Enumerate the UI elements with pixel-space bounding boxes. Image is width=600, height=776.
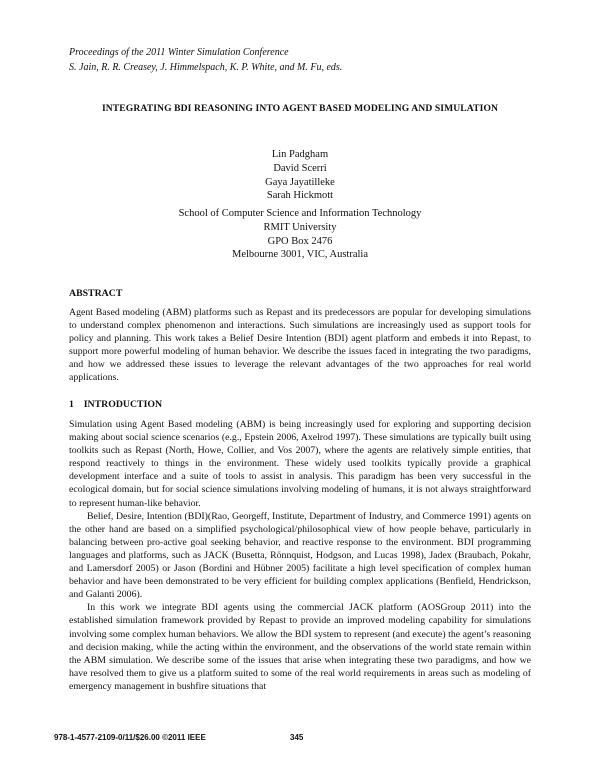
affiliation-line: RMIT University [263, 221, 337, 233]
author: Sarah Hickmott [266, 190, 334, 202]
affiliation-line: GPO Box 2476 [267, 235, 333, 247]
abstract-body [69, 306, 531, 385]
intro-paragraph-2: Belief, Desire, Intention (BDI)(Rao, Georgeff, Institute, Department of Industry, and Commerce 1991) agents on the other hand are based on a simplified psychological/philosophical view of how people behave, particularly in balancing between pro-active goal seeking behavior, and reactive response to the environment. BDI programming languages and platforms, such as JACK (Busetta, Rönnquist, Hodgson, and Lucas 1998), Jadex (Braubach, Pokahr, and Lamersdorf 2005) or Jason (Bordini and Hübner 2005) facilitate a high level specification of complex human behavior and have been demonstrated to be very efficient for building complex applications (Benfield, Hendrickson, and Galanti 2006). [69, 510, 531, 601]
affiliation-line: School of Computer Science and Information Technology [178, 208, 422, 219]
introduction-body [69, 418, 531, 693]
introduction-heading: 1 INTRODUCTION [69, 399, 163, 410]
proceedings-editors: S. Jain, R. R. Creasey, J. Himmelspach, K. P. White, and M. Fu, eds. [69, 62, 343, 73]
affiliation-line: Melbourne 3001, VIC, Australia [232, 249, 368, 261]
page-number: 345 [290, 733, 304, 742]
author: Gaya Jayatilleke [265, 176, 335, 188]
author: Lin Padgham [271, 149, 329, 160]
author-list [0, 148, 600, 203]
proceedings-header [69, 45, 342, 75]
abstract-text: Agent Based modeling (ABM) platforms such as Repast and its predecessors are popular for developing simulations to understand complex phenomenon and interactions. Such simulations are increasingly used as support tools for policy and planning. This work takes a Belief Desire Intention (BDI) agent platform and embeds it into Repast, to support more powerful modeling of human behavior. We describe the issues faced in integrating the two paradigms, and how we addressed these issues to leverage the relevant advantages of the two approaches for real world applications. [69, 307, 531, 384]
proceedings-title: Proceedings of the 2011 Winter Simulation Conference [69, 47, 289, 58]
paper-title: INTEGRATING BDI REASONING INTO AGENT BASED MODELING AND SIMULATION [101, 103, 499, 114]
intro-paragraph-1: Simulation using Agent Based modeling (ABM) is being increasingly used for exploring and supporting decision making about social science scenarios (e.g., Epstein 2006, Axelrod 1997). These simulations are typically built using toolkits such as Repast (North, Howe, Collier, and Vos 2007), where the agents are relatively simple entities, that respond reactively to things in the environment. These widely used toolkits typically provide a graphical development interface and a suite of tools to assist in analysis. This paradigm has been very successful in the ecological domain, but for social science simulations involving modeling of humans, it is not always straightforward to represent human-like behavior. [69, 419, 531, 509]
footer-isbn: 978-1-4577-2109-0/11/$26.00 ©2011 IEEE [54, 733, 206, 742]
affiliation [0, 207, 600, 262]
abstract-heading: ABSTRACT [69, 288, 123, 299]
intro-paragraph-3: In this work we integrate BDI agents using the commercial JACK platform (AOSGroup 2011) into the established simulation framework provided by Repast to provide an improved modeling capability for simulations involving some complex human behaviors. We allow the BDI system to represent (and execute) the agent’s reasoning and decision making, while the acting within the environment, and the observations of the world state remain within the ABM simulation. We describe some of the issues that arise when integrating these two paradigms, and how we have resolved them to give us a platform suited to some of the real world requirements in areas such as modeling of emergency management in bushfire situations that [69, 602, 531, 692]
author: David Scerri [273, 162, 327, 174]
